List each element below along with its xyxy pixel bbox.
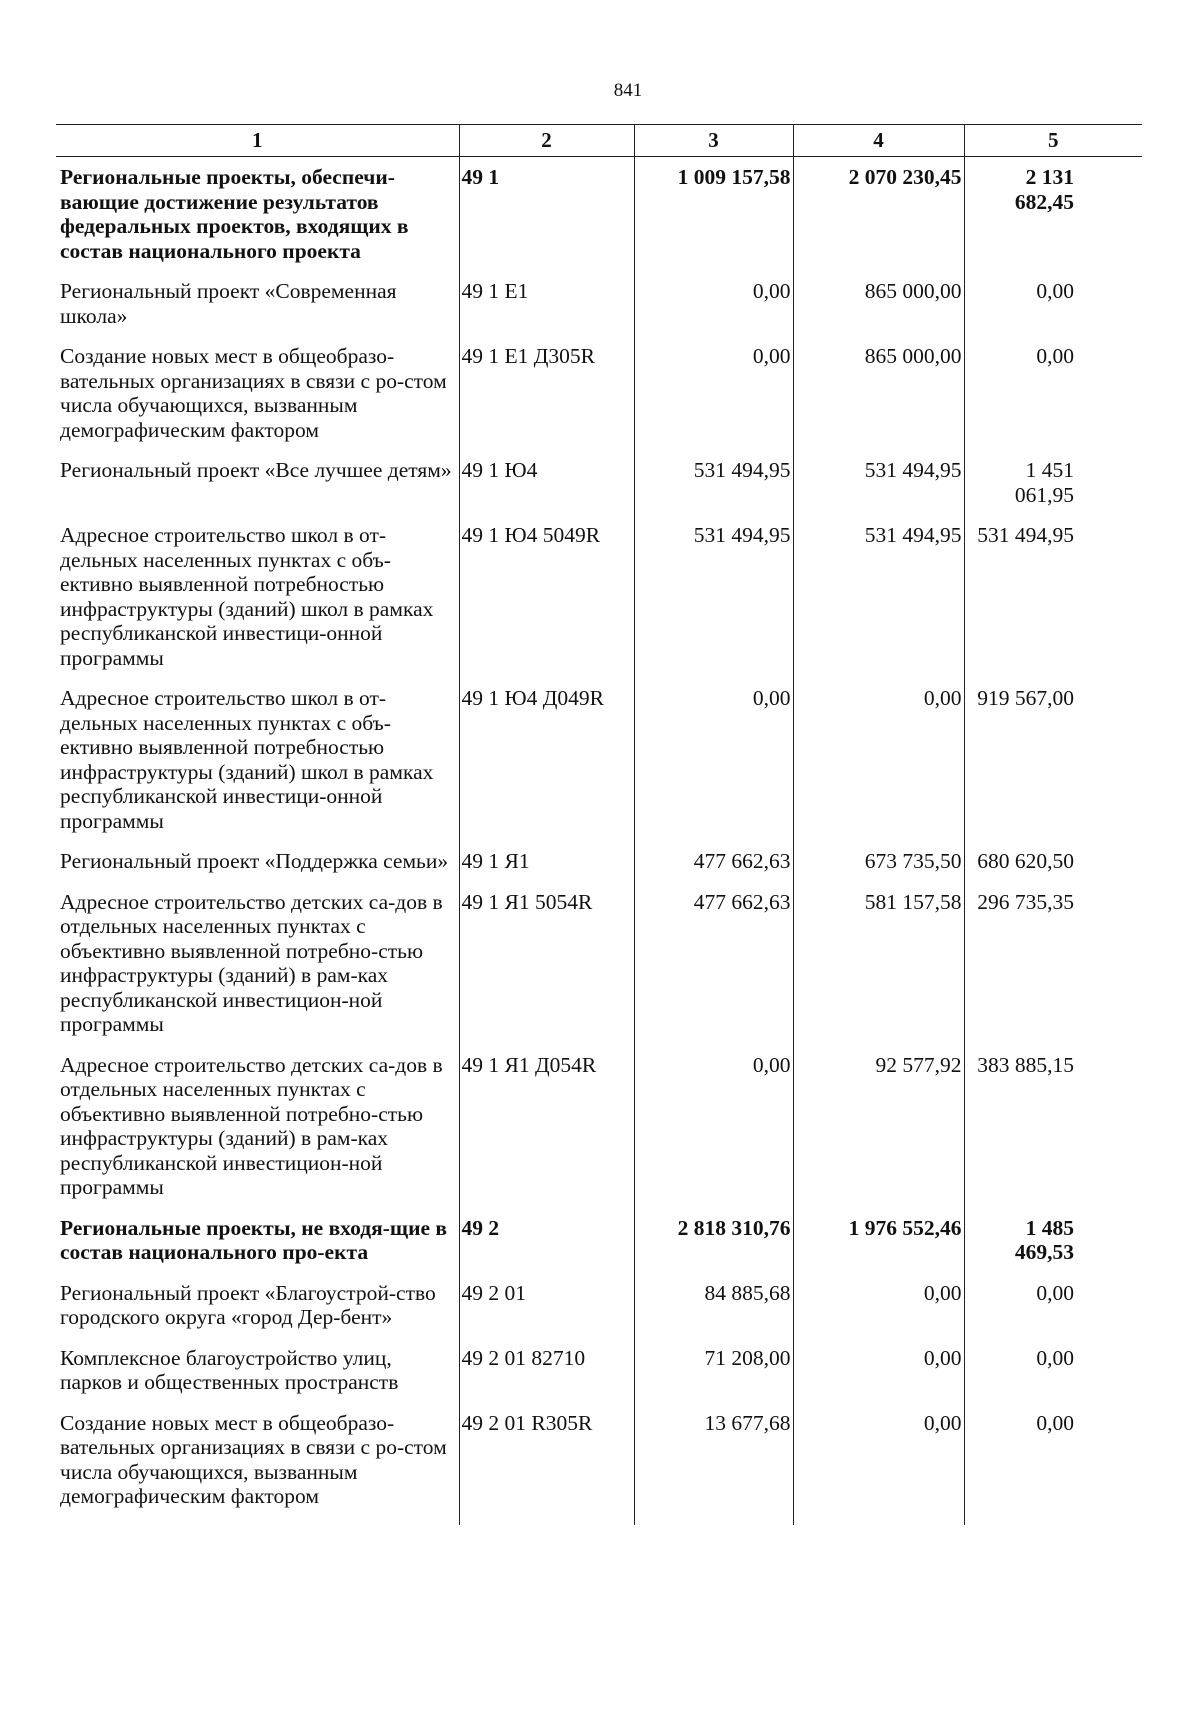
table-row [56,890,1142,1053]
table-row [56,1411,1142,1525]
row-name-cell: Адресное строительство детских са-дов в отдельных населенных пунктах с объективно выявленной потребно-стью инфраструктуры (зданий) в рам-ках республиканской инвестицион-ной программы [56,890,459,1053]
row-value-col3: 13 677,68 [634,1411,793,1525]
page-number: 841 [613,80,643,101]
row-value-col3: 2 818 310,76 [634,1216,793,1281]
table-row [56,157,1142,280]
table-row [56,344,1142,458]
row-value-col5: 0,00 [964,1411,1142,1525]
row-value-col4: 865 000,00 [793,344,964,458]
row-value-col5: 1 451 061,95 [964,458,1142,523]
row-value-col4: 673 735,50 [793,849,964,890]
row-name-cell: Адресное строительство школ в от-дельных населенных пунктах с объ-ективно выявленной потребностью инфраструктуры (зданий) школ в рамках республиканской инвестици-онной программы [56,523,459,686]
header-row [56,125,1142,157]
row-value-col4: 0,00 [793,686,964,849]
row-value-col4: 531 494,95 [793,523,964,686]
table-row [56,849,1142,890]
row-code-cell: 49 2 01 [459,1281,634,1346]
row-value-col5: 2 131 682,45 [964,157,1142,280]
row-value-col4: 1 976 552,46 [793,1216,964,1281]
row-value-col3: 531 494,95 [634,523,793,686]
row-value-col4: 0,00 [793,1346,964,1411]
row-code-cell: 49 2 01 82710 [459,1346,634,1411]
row-name-cell: Адресное строительство школ в от-дельных населенных пунктах с объ-ективно выявленной потребностью инфраструктуры (зданий) школ в рамках республиканской инвестици-онной программы [56,686,459,849]
table-row [56,1216,1142,1281]
row-value-col3: 0,00 [634,1053,793,1216]
row-name-cell: Региональный проект «Все лучшее детям» [56,458,459,523]
row-value-col5: 919 567,00 [964,686,1142,849]
row-value-col5: 383 885,15 [964,1053,1142,1216]
column-header: 3 [634,125,793,157]
table-row [56,279,1142,344]
row-value-col5: 0,00 [964,1281,1142,1346]
row-value-col3: 477 662,63 [634,890,793,1053]
row-value-col4: 92 577,92 [793,1053,964,1216]
row-value-col3: 0,00 [634,344,793,458]
row-value-col4: 0,00 [793,1281,964,1346]
row-value-col3: 531 494,95 [634,458,793,523]
column-header: 5 [964,125,1142,157]
row-value-col4: 531 494,95 [793,458,964,523]
row-code-cell: 49 2 [459,1216,634,1281]
row-value-col5: 0,00 [964,279,1142,344]
row-value-col5: 0,00 [964,344,1142,458]
row-code-cell: 49 1 Я1 [459,849,634,890]
column-header: 4 [793,125,964,157]
column-header: 1 [56,125,459,157]
row-code-cell: 49 1 Ю4 Д049R [459,686,634,849]
row-name-cell: Региональный проект «Поддержка семьи» [56,849,459,890]
row-value-col3: 1 009 157,58 [634,157,793,280]
row-name-cell: Адресное строительство детских са-дов в отдельных населенных пунктах с объективно выявленной потребно-стью инфраструктуры (зданий) в рам-ках республиканской инвестицион-ной программы [56,1053,459,1216]
row-value-col3: 84 885,68 [634,1281,793,1346]
row-code-cell: 49 1 E1 [459,279,634,344]
table-row [56,1281,1142,1346]
row-value-col5: 1 485 469,53 [964,1216,1142,1281]
row-value-col4: 2 070 230,45 [793,157,964,280]
row-code-cell: 49 1 Ю4 5049R [459,523,634,686]
row-name-cell: Комплексное благоустройство улиц, парков и общественных пространств [56,1346,459,1411]
row-value-col5: 0,00 [964,1346,1142,1411]
row-value-col5: 296 735,35 [964,890,1142,1053]
table-row [56,686,1142,849]
row-name-cell: Создание новых мест в общеобразо-вательных организациях в связи с ро-стом числа обучающихся, вызванным демографическим фактором [56,344,459,458]
row-code-cell: 49 2 01 R305R [459,1411,634,1525]
table-row [56,523,1142,686]
row-name-cell: Региональный проект «Благоустрой-ство городского округа «город Дер-бент» [56,1281,459,1346]
row-value-col3: 0,00 [634,279,793,344]
row-value-col4: 581 157,58 [793,890,964,1053]
row-name-cell: Создание новых мест в общеобразо-вательных организациях в связи с ро-стом числа обучающихся, вызванным демографическим фактором [56,1411,459,1525]
row-code-cell: 49 1 Я1 Д054R [459,1053,634,1216]
row-value-col3: 0,00 [634,686,793,849]
column-header: 2 [459,125,634,157]
table-row [56,1053,1142,1216]
row-code-cell: 49 1 Ю4 [459,458,634,523]
row-value-col4: 0,00 [793,1411,964,1525]
row-value-col3: 477 662,63 [634,849,793,890]
table-row [56,458,1142,523]
row-value-col4: 865 000,00 [793,279,964,344]
budget-table [56,124,1142,1525]
row-name-cell: Региональные проекты, не входя-щие в состав национального про-екта [56,1216,459,1281]
row-code-cell: 49 1 E1 Д305R [459,344,634,458]
row-name-cell: Региональный проект «Современная школа» [56,279,459,344]
row-code-cell: 49 1 Я1 5054R [459,890,634,1053]
row-name-cell: Региональные проекты, обеспечи-вающие достижение результатов федеральных проектов, входящих в состав национального проекта [56,157,459,280]
row-value-col3: 71 208,00 [634,1346,793,1411]
row-code-cell: 49 1 [459,157,634,280]
row-value-col5: 680 620,50 [964,849,1142,890]
table-row [56,1346,1142,1411]
row-value-col5: 531 494,95 [964,523,1142,686]
